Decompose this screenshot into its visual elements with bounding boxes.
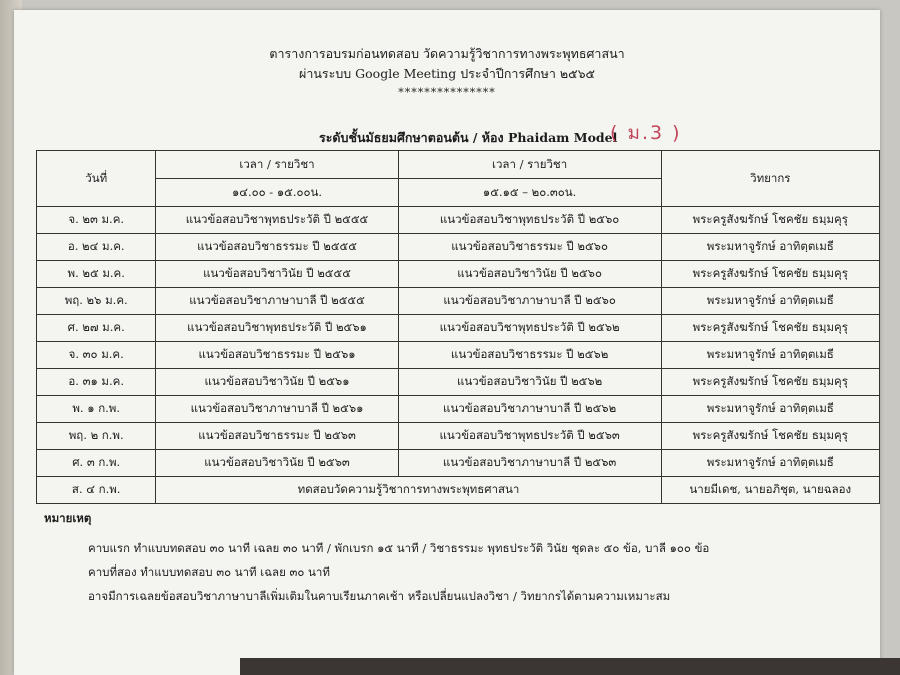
cell-session1: แนวข้อสอบวิชาธรรมะ ปี ๒๕๖๑ xyxy=(156,342,398,369)
star-divider: *************** xyxy=(398,86,496,99)
notes-section xyxy=(44,510,709,608)
document-header xyxy=(14,44,880,102)
table-row xyxy=(37,234,880,261)
cell-session2: แนวข้อสอบวิชาพุทธประวัติ ปี ๒๕๖๓ xyxy=(398,423,661,450)
schedule-table xyxy=(36,150,880,504)
cell-day: พฤ. ๒ ก.พ. xyxy=(37,423,156,450)
handwritten-grade-note: ( ม.3 ) xyxy=(610,122,682,144)
cell-teacher: พระครูสังฆรักษ์ โชคชัย ธมฺมคุรุ xyxy=(661,207,879,234)
cell-teacher: พระมหาจูรักษ์ อาทิตฺตเมธี xyxy=(661,342,879,369)
cell-teacher: พระครูสังฆรักษ์ โชคชัย ธมฺมคุรุ xyxy=(661,369,879,396)
table-row xyxy=(37,342,880,369)
cell-teacher: นายมีเดช, นายอภิชุต, นายฉลอง xyxy=(661,477,879,504)
table-row xyxy=(37,396,880,423)
document-subtitle: ผ่านระบบ Google Meeting ประจำปีการศึกษา ๒๕๖๕ xyxy=(299,66,595,81)
table-row xyxy=(37,423,880,450)
cell-day: ส. ๔ ก.พ. xyxy=(37,477,156,504)
cell-day: จ. ๓๐ ม.ค. xyxy=(37,342,156,369)
note-line: คาบแรก ทำแบบทดสอบ ๓๐ นาที เฉลย ๓๐ นาที / พักเบรก ๑๕ นาที / วิชาธรรมะ พุทธประวัติ วินัย ชุดละ ๕๐ ข้อ, บาลี ๑๐๐ ข้อ xyxy=(88,541,710,555)
cell-teacher: พระครูสังฆรักษ์ โชคชัย ธมฺมคุรุ xyxy=(661,423,879,450)
cell-session2: แนวข้อสอบวิชาวินัย ปี ๒๕๖๒ xyxy=(398,369,661,396)
header-session2-time: ๑๕.๑๕ – ๒๐.๓๐น. xyxy=(398,179,661,207)
cell-session1: แนวข้อสอบวิชาภาษาบาลี ปี ๒๕๕๕ xyxy=(156,288,398,315)
header-session1: เวลา / รายวิชา xyxy=(156,151,398,179)
header-day: วันที่ xyxy=(37,151,156,207)
cell-session1: แนวข้อสอบวิชาธรรมะ ปี ๒๕๕๕ xyxy=(156,234,398,261)
cell-day: พฤ. ๒๖ ม.ค. xyxy=(37,288,156,315)
cell-session2: แนวข้อสอบวิชาพุทธประวัติ ปี ๒๕๖๒ xyxy=(398,315,661,342)
cell-day: จ. ๒๓ ม.ค. xyxy=(37,207,156,234)
cell-session1: แนวข้อสอบวิชาพุทธประวัติ ปี ๒๕๖๑ xyxy=(156,315,398,342)
cell-session1: แนวข้อสอบวิชาวินัย ปี ๒๕๖๑ xyxy=(156,369,398,396)
cell-day: อ. ๒๔ ม.ค. xyxy=(37,234,156,261)
cell-session2: แนวข้อสอบวิชาพุทธประวัติ ปี ๒๕๖๐ xyxy=(398,207,661,234)
header-session1-time: ๑๔.๐๐ - ๑๕.๐๐น. xyxy=(156,179,398,207)
table-row xyxy=(37,207,880,234)
table-row-exam xyxy=(37,477,880,504)
table-row xyxy=(37,315,880,342)
document-title: ตารางการอบรมก่อนทดสอบ วัดความรู้วิชาการทางพระพุทธศาสนา xyxy=(269,46,625,61)
table-row xyxy=(37,261,880,288)
cell-day: พ. ๒๕ ม.ค. xyxy=(37,261,156,288)
cell-session2: แนวข้อสอบวิชาวินัย ปี ๒๕๖๐ xyxy=(398,261,661,288)
cell-teacher: พระมหาจูรักษ์ อาทิตฺตเมธี xyxy=(661,234,879,261)
note-line: อาจมีการเฉลยข้อสอบวิชาภาษาบาลีเพิ่มเติมในคาบเรียนภาคเช้า หรือเปลี่ยนแปลงวิชา / วิทยากรได้ตามความเหมาะสม xyxy=(88,589,671,603)
cell-session2: แนวข้อสอบวิชาภาษาบาลี ปี ๒๕๖๐ xyxy=(398,288,661,315)
background-poster-strip xyxy=(240,658,900,675)
cell-session1: แนวข้อสอบวิชาธรรมะ ปี ๒๕๖๓ xyxy=(156,423,398,450)
cell-session1: แนวข้อสอบวิชาพุทธประวัติ ปี ๒๕๕๕ xyxy=(156,207,398,234)
cell-day: อ. ๓๑ ม.ค. xyxy=(37,369,156,396)
cell-day: ศ. ๒๗ ม.ค. xyxy=(37,315,156,342)
table-row xyxy=(37,369,880,396)
header-session2: เวลา / รายวิชา xyxy=(398,151,661,179)
cell-teacher: พระครูสังฆรักษ์ โชคชัย ธมฺมคุรุ xyxy=(661,261,879,288)
cell-day: ศ. ๓ ก.พ. xyxy=(37,450,156,477)
cell-teacher: พระมหาจูรักษ์ อาทิตฺตเมธี xyxy=(661,450,879,477)
cell-session1: แนวข้อสอบวิชาภาษาบาลี ปี ๒๕๖๑ xyxy=(156,396,398,423)
cell-session2: แนวข้อสอบวิชาภาษาบาลี ปี ๒๕๖๒ xyxy=(398,396,661,423)
note-line: คาบที่สอง ทำแบบทดสอบ ๓๐ นาที เฉลย ๓๐ นาที xyxy=(88,565,330,579)
table-header-row xyxy=(37,151,880,179)
class-level-label: ระดับชั้นมัธยมศึกษาตอนต้น / ห้อง Phaidam Model xyxy=(319,130,618,145)
notes-title: หมายเหตุ xyxy=(44,511,92,525)
cell-session2: แนวข้อสอบวิชาภาษาบาลี ปี ๒๕๖๓ xyxy=(398,450,661,477)
printed-sheet xyxy=(14,10,880,675)
cell-session2: แนวข้อสอบวิชาธรรมะ ปี ๒๕๖๒ xyxy=(398,342,661,369)
cell-session2: แนวข้อสอบวิชาธรรมะ ปี ๒๕๖๐ xyxy=(398,234,661,261)
cell-teacher: พระมหาจูรักษ์ อาทิตฺตเมธี xyxy=(661,396,879,423)
cell-session1: แนวข้อสอบวิชาวินัย ปี ๒๕๕๕ xyxy=(156,261,398,288)
table-row xyxy=(37,288,880,315)
table-row xyxy=(37,450,880,477)
cell-exam-merged: ทดสอบวัดความรู้วิชาการทางพระพุทธศาสนา xyxy=(156,477,661,504)
cell-teacher: พระครูสังฆรักษ์ โชคชัย ธมฺมคุรุ xyxy=(661,315,879,342)
header-teacher: วิทยากร xyxy=(661,151,879,207)
cell-day: พ. ๑ ก.พ. xyxy=(37,396,156,423)
cell-teacher: พระมหาจูรักษ์ อาทิตฺตเมธี xyxy=(661,288,879,315)
cell-session1: แนวข้อสอบวิชาวินัย ปี ๒๕๖๓ xyxy=(156,450,398,477)
